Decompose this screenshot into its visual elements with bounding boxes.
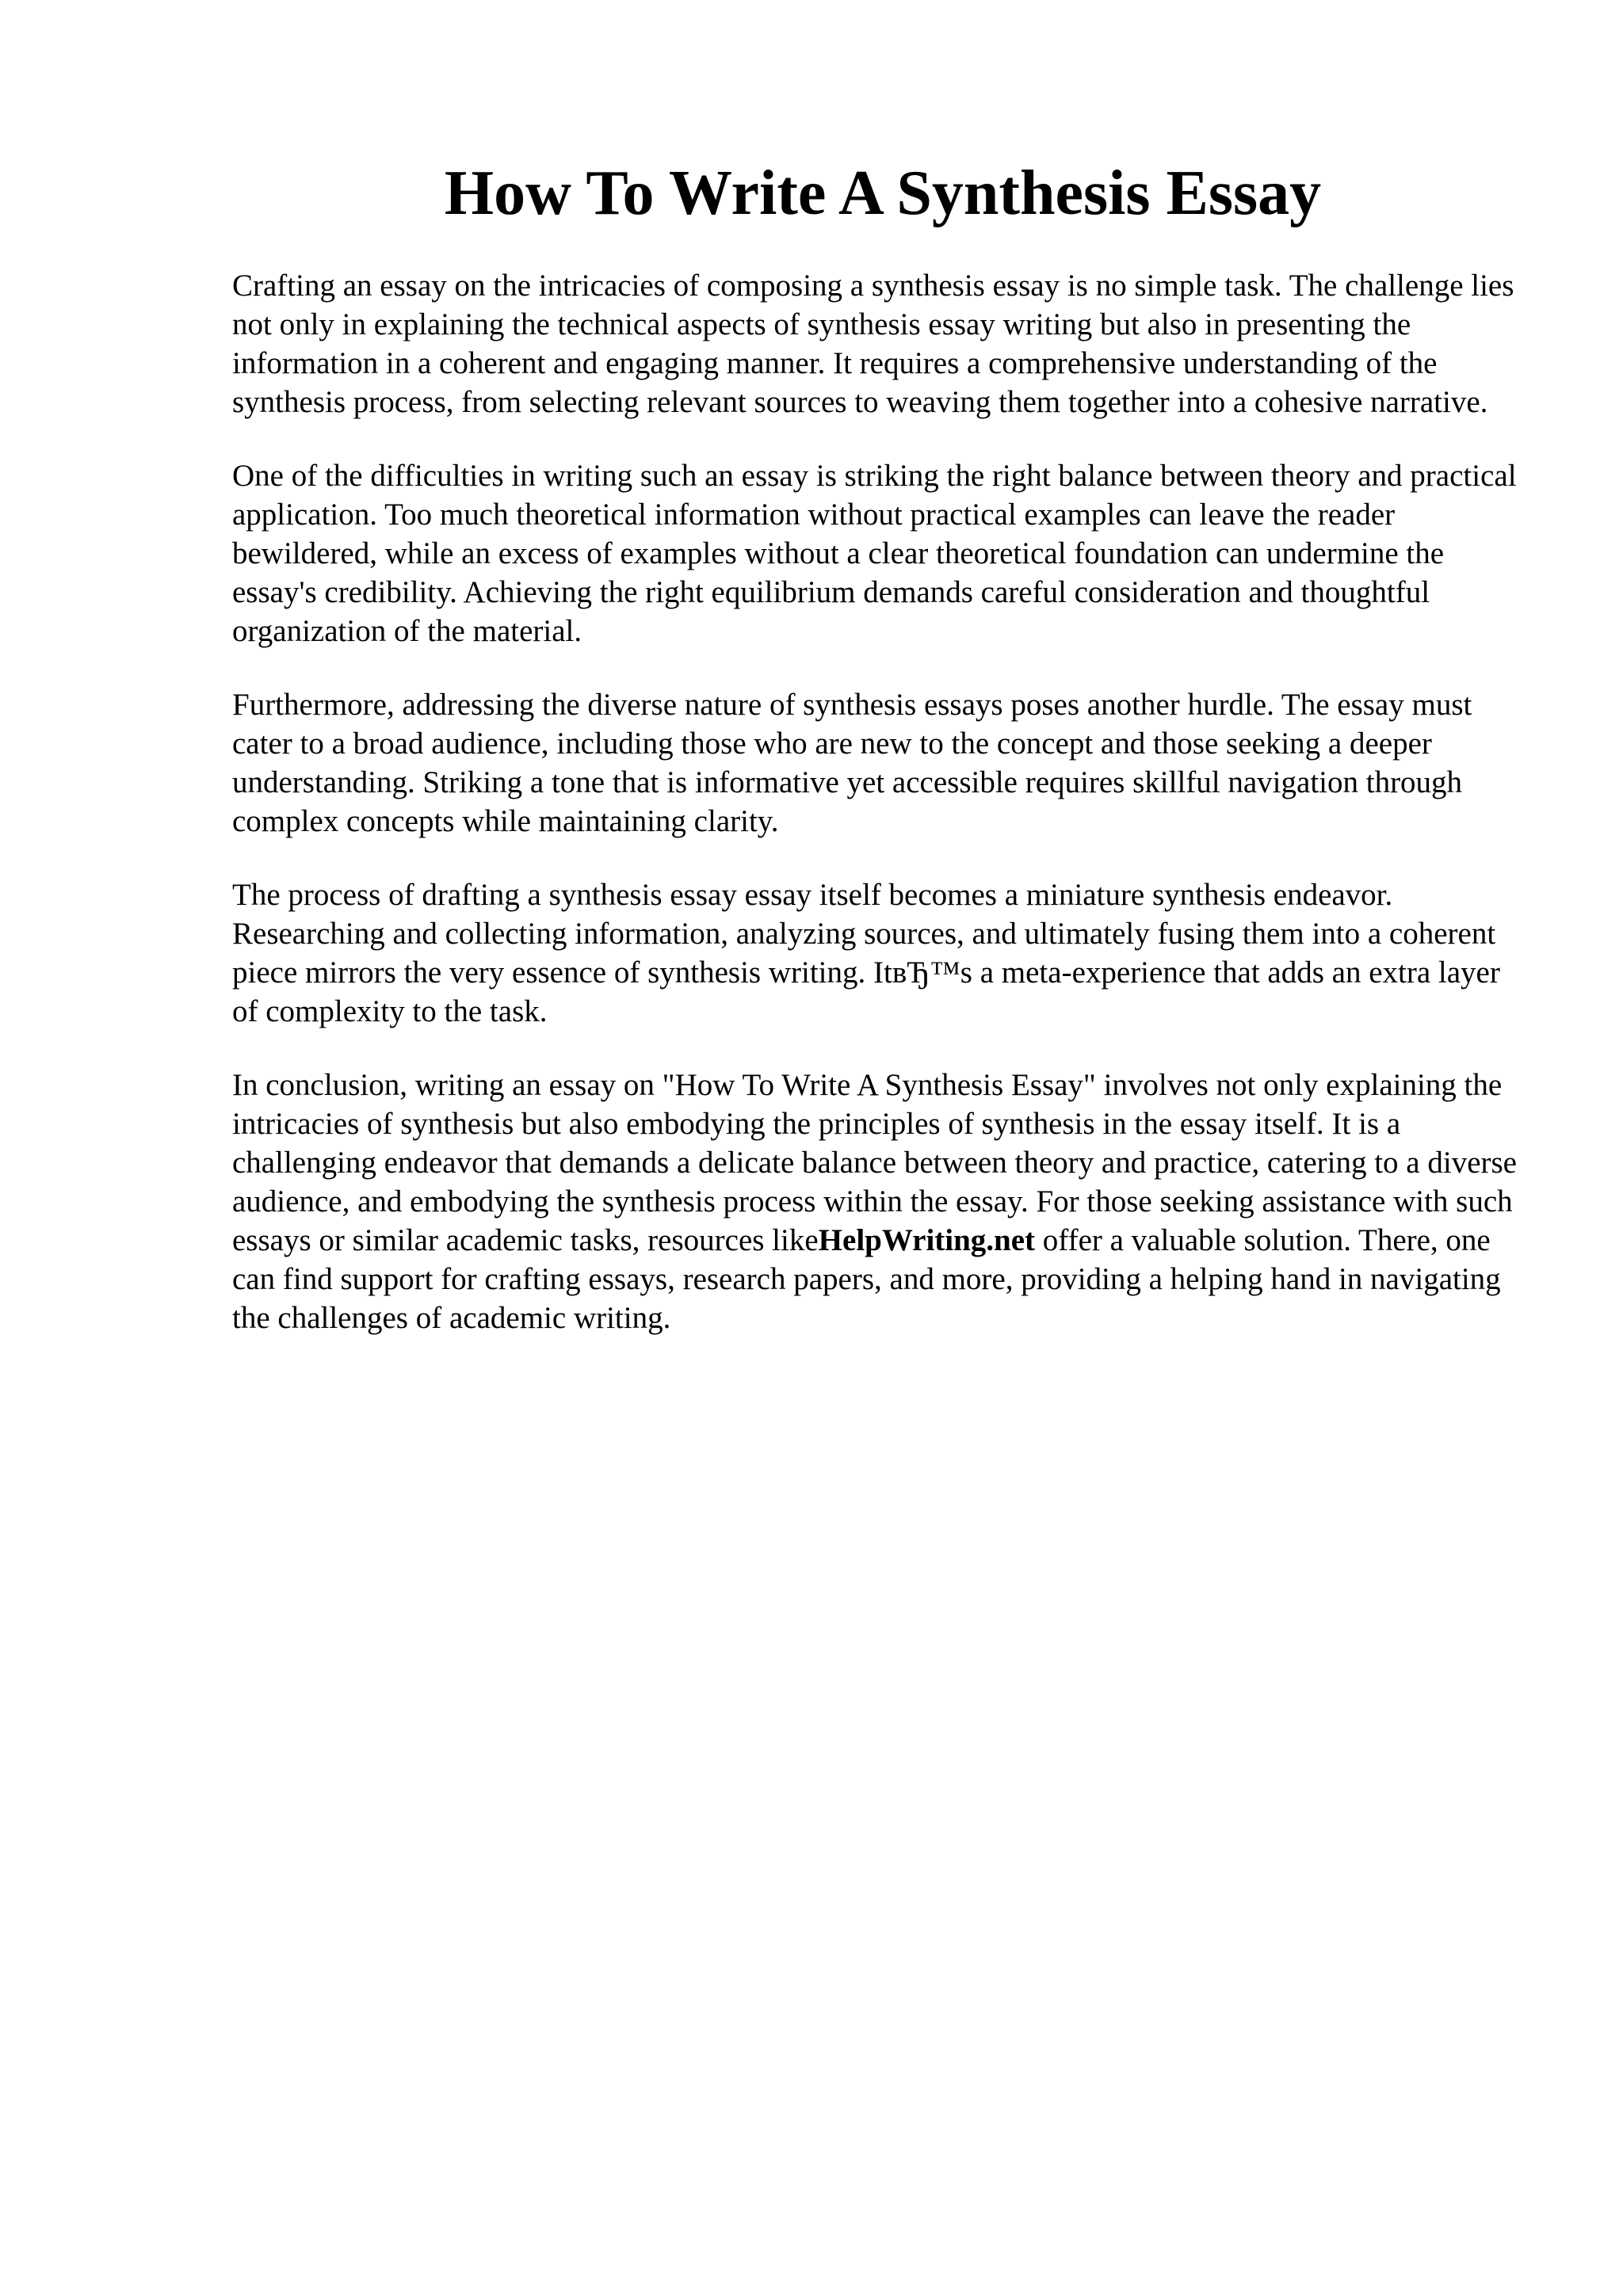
- conclusion-text-before-link: In conclusion, writing an essay on "How To Write A Synthesis Essay" involves not only explaining the intricacies of synthesis but also embodying the principles of synthesis in the essay itself. It is a challenging endeavor that demands a delicate balance between theory and practice, catering to a diverse audience, and embodying the synthesis process within the essay. For those seeking assistance with such essays or similar academic tasks, resources like: [232, 1068, 1517, 1257]
- helpwriting-link[interactable]: HelpWriting.net: [818, 1223, 1036, 1257]
- paragraph-3: Furthermore, addressing the diverse nature of synthesis essays poses another hurdle. The essay must cater to a broad audience, including those who are new to the concept and those seeking a deeper understanding. Striking a tone that is informative yet accessible requires skillful navigation through complex concepts while maintaining clarity.: [232, 688, 1472, 838]
- paragraph-conclusion: [232, 1066, 1532, 1337]
- page-title: How To Write A Synthesis Essay: [444, 158, 1322, 228]
- essay-body: [232, 266, 1532, 1372]
- paragraph-1: Crafting an essay on the intricacies of composing a synthesis essay is no simple task. The challenge lies not only in explaining the technical aspects of synthesis essay writing but also in presenting the information in a coherent and engaging manner. It requires a comprehensive understanding of the synthesis process, from selecting relevant sources to weaving them together into a cohesive narrative.: [232, 269, 1514, 419]
- paragraph-4: The process of drafting a synthesis essay essay itself becomes a miniature synthesis endeavor. Researching and collecting information, analyzing sources, and ultimately fusing them into a coherent piece mirrors the very essence of synthesis writing. ItвЂ™s a meta-experience that adds an extra layer of complexity to the task.: [232, 878, 1500, 1028]
- paragraph-2: One of the difficulties in writing such an essay is striking the right balance between theory and practical application. Too much theoretical information without practical examples can leave the reader bewildered, while an excess of examples without a clear theoretical foundation can undermine the essay's credibility. Achieving the right equilibrium demands careful consideration and thoughtful organization of the material.: [232, 459, 1517, 648]
- conclusion-text-after-link: offer a valuable solution. There, one can find support for crafting essays, research papers, and more, providing a helping hand in navigating the challenges of academic writing.: [232, 1223, 1501, 1335]
